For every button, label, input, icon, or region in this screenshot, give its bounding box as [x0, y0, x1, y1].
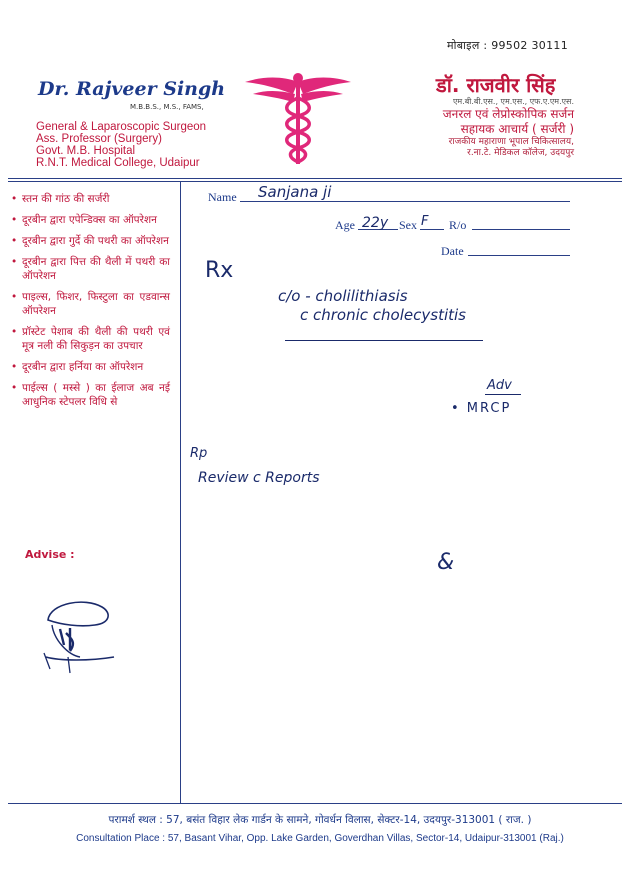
doodle-sketch	[40, 595, 120, 680]
patient-age: 22y	[362, 215, 389, 231]
hospital-hindi-1: राजकीय महाराणा भूपाल चिकित्सालय,	[448, 137, 574, 147]
header-divider-inner	[8, 181, 622, 182]
complaint-line-2: c chronic cholecystitis	[300, 306, 466, 324]
review-note: Review c Reports	[198, 470, 320, 486]
complaint-underline	[285, 340, 483, 341]
service-item: • दूरबीन द्वारा एपेन्डिक्स का ऑपरेशन	[10, 213, 170, 227]
ro-label: R/o	[449, 218, 467, 232]
sex-label: Sex	[399, 218, 417, 232]
patient-sex: F	[421, 214, 429, 229]
service-item: • प्रॉस्टेट पेशाब की थैली की पथरी एवं मूत्र नली की सिकुड़न का उपचार	[10, 325, 170, 353]
name-line	[240, 201, 570, 202]
designation-line: General & Laparoscopic Surgeon	[36, 121, 207, 133]
service-item: • पाईल्स ( मस्से ) का ईलाज अब नई आधुनिक स्टेपलर विधि से	[10, 381, 170, 409]
date-label: Date	[441, 244, 464, 258]
hospital-hindi-2: र.ना.टे. मेडिकल कॉलेज, उदयपुर	[467, 148, 574, 158]
advice-heading: Adv	[487, 378, 512, 393]
service-item: • स्तन की गांठ की सर्जरी	[10, 192, 170, 206]
service-item: • पाइल्स, फिशर, फिस्टुला का एडवान्स ऑपरेशन	[10, 290, 170, 318]
name-label: Name	[208, 190, 237, 204]
doctor-name-english: Dr. Rajveer Singh	[38, 78, 226, 100]
service-item: • दूरबीन द्वारा पित्त की थैली में पथरी का ऑपरेशन	[10, 255, 170, 283]
degrees-hindi: एम.बी.बी.एस., एम.एस., एफ.ए.एम.एस.	[452, 97, 574, 106]
caduceus-logo	[243, 68, 353, 168]
title-hindi-2: सहायक आचार्य ( सर्जरी )	[460, 122, 574, 136]
designation-line: R.N.T. Medical College, Udaipur	[36, 157, 200, 169]
rp-symbol: Rp	[190, 446, 208, 461]
patient-name: Sanjana ji	[258, 183, 332, 201]
designation-line: Govt. M.B. Hospital	[36, 145, 136, 157]
consultation-address-english: Consultation Place : 57, Basant Vihar, Opp. Lake Garden, Goverdhan Villas, Sector-14, Udaipur-313001 (Raj.)	[76, 833, 564, 844]
advice-mrcp: • MRCP	[451, 401, 512, 416]
doctor-details-english	[36, 121, 206, 169]
title-hindi-1: जनरल एवं लेप्रोस्कोपिक सर्जन	[442, 107, 574, 121]
doctor-name-hindi: डॉ. राजवीर सिंह	[436, 73, 556, 97]
services-list	[10, 192, 170, 416]
advice-underline	[485, 394, 521, 395]
footer-divider	[8, 803, 622, 804]
rx-symbol: Rx	[205, 258, 234, 283]
ro-line	[472, 229, 570, 230]
header-divider	[8, 178, 622, 179]
consultation-address-hindi: परामर्श स्थल : 57, बसंत विहार लेक गार्डन के सामने, गोवर्धन विलास, सेक्टर-14, उदयपुर-313001 ( राज. )	[108, 814, 532, 826]
complaint-line-1: c/o - cholilithiasis	[278, 287, 408, 305]
designation-line: Ass. Professor (Surgery)	[36, 133, 162, 145]
advise-label: Advise :	[25, 548, 75, 561]
mobile-number: मोबाइल : 99502 30111	[447, 39, 568, 52]
sex-line	[420, 229, 444, 230]
service-item: • दूरबीन द्वारा गुर्दे की पथरी का ऑपरेशन	[10, 234, 170, 248]
age-label: Age	[335, 218, 355, 232]
date-line	[468, 255, 570, 256]
doctor-degrees-english: M.B.B.S., M.S., FAMS,	[130, 103, 204, 111]
sidebar-divider	[180, 181, 181, 803]
doctor-initial: &	[437, 550, 455, 575]
service-item: • दूरबीन द्वारा हर्निया का ऑपरेशन	[10, 360, 170, 374]
doctor-details-hindi	[384, 96, 574, 159]
